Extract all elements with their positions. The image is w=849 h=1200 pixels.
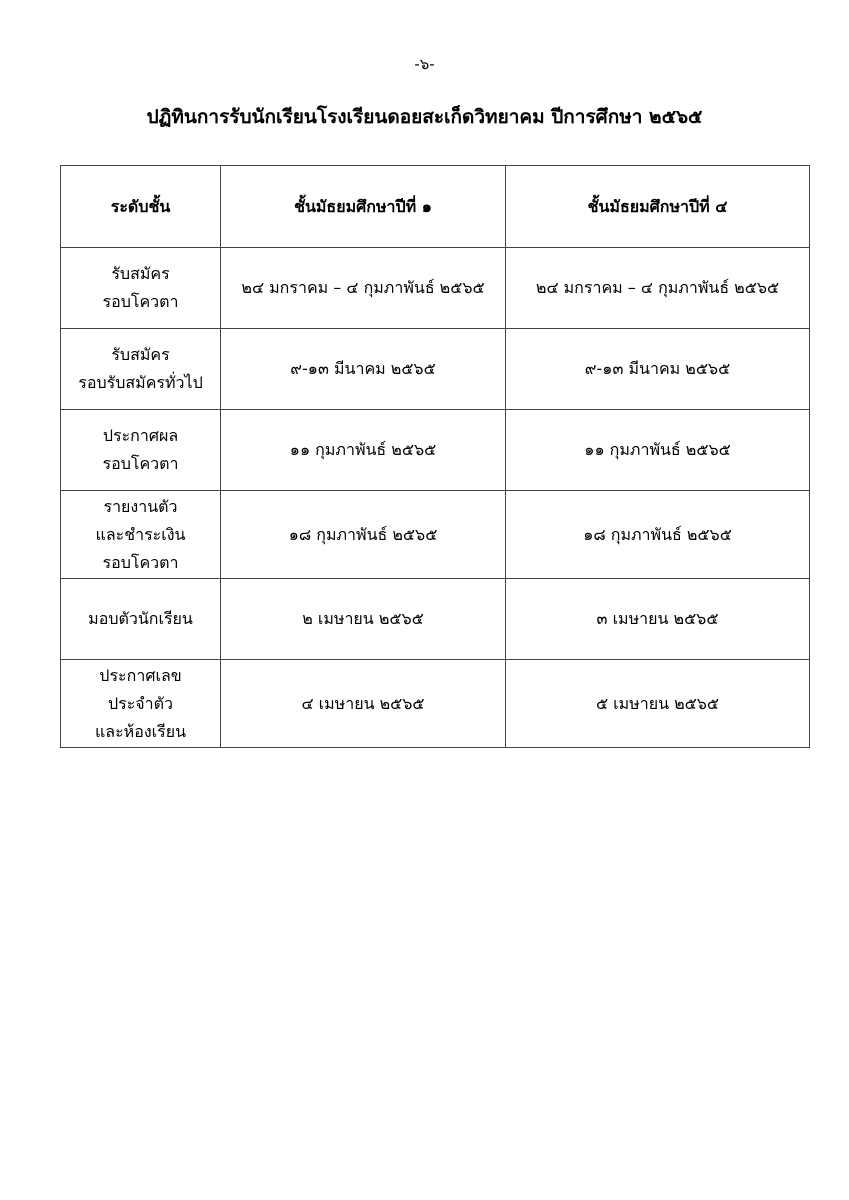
date-cell-m4 (506, 491, 810, 579)
step-label: รอบโควตา (102, 454, 179, 473)
date-cell-m4 (506, 579, 810, 660)
date-cell-m4 (506, 660, 810, 748)
table-row (61, 660, 810, 748)
step-label: ประกาศผล (102, 426, 179, 445)
step-label: ประจำตัว (107, 693, 174, 713)
table-row (61, 410, 810, 491)
date-cell-m1 (221, 491, 506, 579)
date-cell-m1 (221, 579, 506, 660)
date-value: ๑๘ กุมภาพันธ์ ๒๕๖๕ (288, 524, 438, 544)
step-label: ประกาศเลข (99, 665, 182, 685)
step-cell (61, 579, 221, 660)
date-cell-m1 (221, 410, 506, 491)
date-cell-m4 (506, 329, 810, 410)
table-row (61, 491, 810, 579)
step-label: มอบตัวนักเรียน (88, 609, 193, 628)
table-row (61, 579, 810, 660)
step-label: รอบรับสมัครทั่วไป (78, 373, 203, 392)
date-cell-m1 (221, 660, 506, 748)
step-cell (61, 660, 221, 748)
step-cell (61, 329, 221, 410)
date-cell-m1 (221, 248, 506, 329)
header-m1: ชั้นมัธยมศึกษาปีที่ ๑ (221, 166, 506, 248)
step-label: รับสมัคร (111, 345, 170, 364)
date-value: ๒๔ มกราคม – ๔ กุมภาพันธ์ ๒๕๖๕ (241, 278, 485, 297)
date-value: ๑๑ กุมภาพันธ์ ๒๕๖๕ (584, 440, 731, 459)
date-value: ๑๘ กุมภาพันธ์ ๒๕๖๕ (583, 524, 732, 544)
date-value: ๑๑ กุมภาพันธ์ ๒๕๖๕ (289, 440, 437, 459)
header-level: ระดับชั้น (61, 166, 221, 248)
table-header-row (61, 166, 810, 248)
table-row (61, 248, 810, 329)
page-number: -๖- (414, 55, 435, 73)
date-cell-m4 (506, 410, 810, 491)
table-row (61, 329, 810, 410)
step-label: และห้องเรียน (94, 721, 187, 741)
step-cell (61, 248, 221, 329)
step-label: และชำระเงิน (95, 524, 186, 544)
page-title: ปฏิทินการรับนักเรียนโรงเรียนดอยสะเก็ดวิทยาคม ปีการศึกษา ๒๕๖๕ (146, 106, 703, 128)
date-value: ๒๔ มกราคม – ๔ กุมภาพันธ์ ๒๕๖๕ (535, 278, 780, 297)
header-m4: ชั้นมัธยมศึกษาปีที่ ๔ (506, 166, 810, 248)
date-cell-m1 (221, 329, 506, 410)
date-value: ๕ เมษายน ๒๕๖๕ (595, 693, 720, 713)
step-label: รายงานตัว (103, 496, 178, 516)
date-cell-m4 (506, 248, 810, 329)
step-label: รับสมัคร (111, 264, 170, 283)
date-value: ๙-๑๓ มีนาคม ๒๕๖๕ (290, 359, 436, 378)
step-cell (61, 491, 221, 579)
admission-schedule-table (60, 165, 810, 748)
date-value: ๔ เมษายน ๒๕๖๕ (301, 693, 425, 713)
date-value: ๓ เมษายน ๒๕๖๕ (596, 609, 719, 628)
step-cell (61, 410, 221, 491)
date-value: ๒ เมษายน ๒๕๖๕ (302, 609, 424, 628)
step-label: รอบโควตา (102, 292, 179, 311)
step-label: รอบโควตา (102, 552, 179, 572)
date-value: ๙-๑๓ มีนาคม ๒๕๖๕ (584, 359, 731, 378)
